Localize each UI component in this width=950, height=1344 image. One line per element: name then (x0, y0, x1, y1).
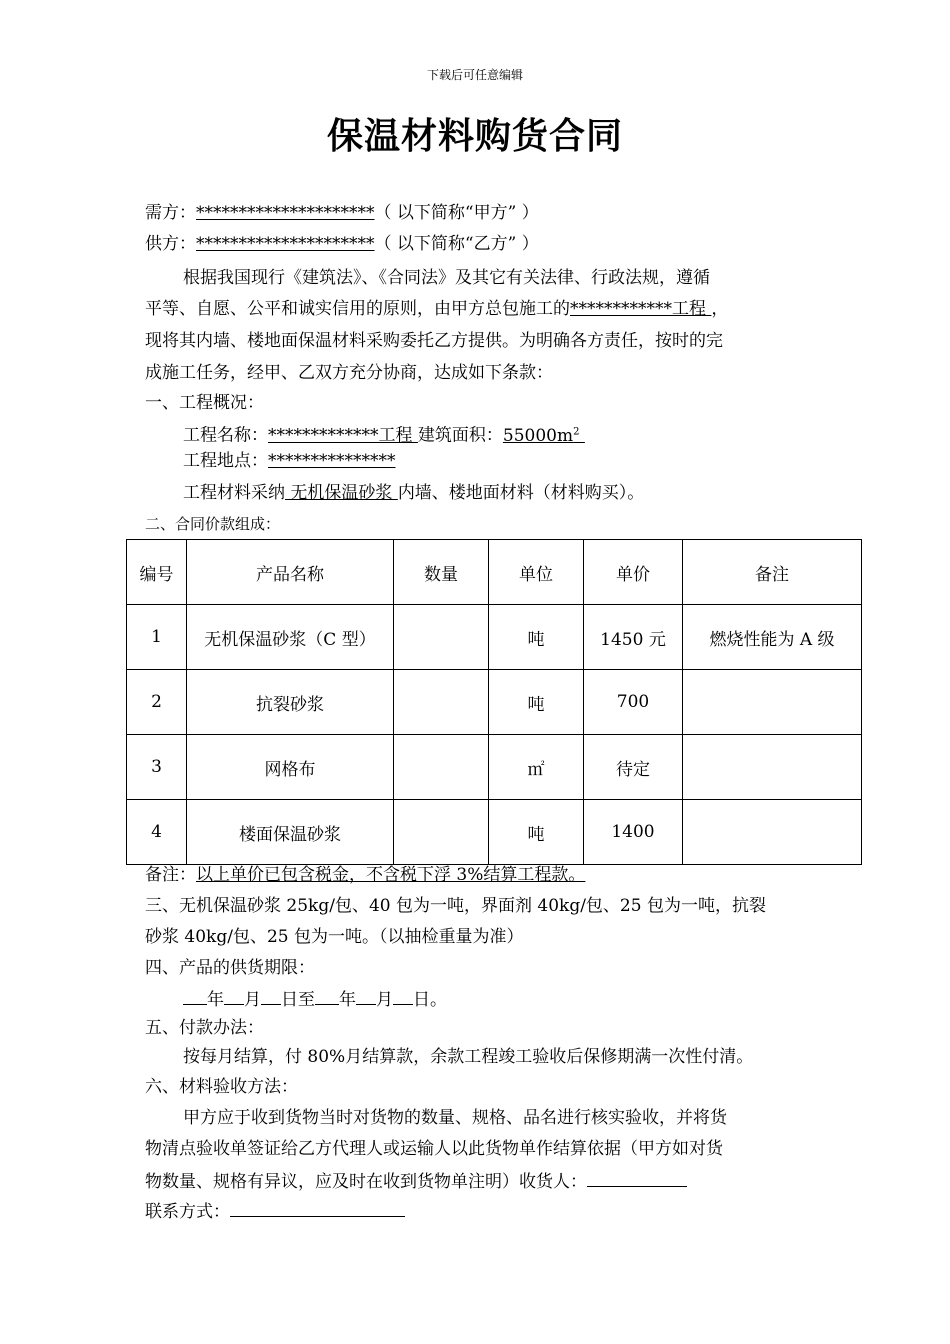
buyer-label: 需方： (145, 203, 196, 223)
cell-quantity (394, 605, 489, 670)
intro-line-2-end: ， (711, 299, 729, 319)
supplier-label: 供方： (145, 234, 196, 254)
supplier-name: ********************* (196, 234, 375, 254)
supplier-alias: （ 以下简称“乙方” ） (374, 234, 539, 254)
intro-line-4: 成施工任务，经甲、乙双方充分协商，达成如下条款： (145, 363, 553, 383)
section6-line-2: 物清点验收单签证给乙方代理人或运输人以此货物单作结算依据（甲方如对货 (145, 1139, 723, 1159)
col-header-remark: 备注 (683, 540, 862, 605)
material-label: 工程材料采纳 (183, 483, 285, 503)
col-header-price: 单价 (584, 540, 683, 605)
cell-remark: 燃烧性能为 A 级 (683, 605, 862, 670)
table-header-row (127, 540, 862, 605)
buyer-name: ********************* (196, 203, 375, 223)
consignee-blank[interactable] (587, 1170, 687, 1187)
cell-number: 3 (127, 735, 187, 800)
contact-line (145, 1200, 405, 1222)
section6-line-3 (145, 1170, 687, 1192)
intro-line-3: 现将其内墙、楼地面保温材料采购委托乙方提供。为明确各方责任，按时的完 (145, 331, 723, 351)
cell-remark (683, 735, 862, 800)
table-row (127, 605, 862, 670)
end-month-blank[interactable] (356, 988, 376, 1005)
buyer-line (145, 203, 539, 223)
cell-number: 2 (127, 670, 187, 735)
supply-period-line (183, 988, 447, 1010)
table-row (127, 670, 862, 735)
day-end-text: 日。 (413, 990, 447, 1010)
col-header-quantity: 数量 (394, 540, 489, 605)
section6-heading: 六、材料验收方法： (145, 1077, 298, 1097)
payment-body: 按每月结算，付 80%月结算款，余款工程竣工验收后保修期满一次性付清。 (183, 1047, 754, 1067)
cell-price: 700 (584, 670, 683, 735)
day-to-text: 日至 (281, 990, 315, 1010)
price-note-value: 以上单价已包含税金，不含税下浮 3%结算工程款。 (196, 865, 586, 885)
contact-blank[interactable] (230, 1200, 405, 1217)
cell-price: 1450 元 (584, 605, 683, 670)
col-header-unit: 单位 (489, 540, 584, 605)
end-year-blank[interactable] (315, 988, 339, 1005)
month-text: 月 (376, 990, 393, 1010)
intro-line-2-text: 平等、自愿、公平和诚实信用的原则，由甲方总包施工的 (145, 299, 570, 319)
month-text: 月 (244, 990, 261, 1010)
material-desc: 内墙、楼地面材料（材料购买）。 (397, 483, 645, 503)
cell-remark (683, 670, 862, 735)
project-location-label: 工程地点： (183, 451, 268, 471)
price-table (126, 539, 862, 865)
cell-unit: 吨 (489, 670, 584, 735)
cell-product: 楼面保温砂浆 (187, 800, 394, 865)
col-header-product: 产品名称 (187, 540, 394, 605)
contract-title: 保温材料购货合同 (326, 115, 623, 157)
cell-unit: 吨 (489, 800, 584, 865)
start-day-blank[interactable] (261, 988, 281, 1005)
cell-product: 抗裂砂浆 (187, 670, 394, 735)
section3-line-2: 砂浆 40kg/包、25 包为一吨。（以抽检重量为准） (145, 927, 524, 947)
section5-heading: 五、付款办法： (145, 1018, 264, 1038)
start-year-blank[interactable] (183, 988, 207, 1005)
year-text: 年 (339, 990, 356, 1010)
cell-price: 待定 (584, 735, 683, 800)
section3-line-1: 三、无机保温砂浆 25kg/包、40 包为一吨，界面剂 40kg/包、25 包为一吨，抗裂 (145, 896, 766, 916)
material-value: 无机保温砂浆 (285, 483, 398, 503)
project-name-line (183, 422, 585, 446)
section2-heading: 二、合同价款组成： (145, 515, 281, 533)
buyer-alias: （ 以下简称“甲方” ） (374, 203, 539, 223)
cell-product: 无机保温砂浆（C 型） (187, 605, 394, 670)
material-line (183, 483, 644, 503)
cell-quantity (394, 735, 489, 800)
project-location-line (183, 451, 396, 471)
intro-project-name: ************工程 (570, 299, 712, 319)
project-name-value: *************工程 (268, 425, 418, 446)
cell-price: 1400 (584, 800, 683, 865)
section6-line-1: 甲方应于收到货物当时对货物的数量、规格、品名进行核实验收，并将货 (183, 1108, 727, 1128)
area-number: 55000m (502, 425, 574, 446)
header-note: 下载后可任意编辑 (426, 68, 523, 82)
area-sup: 2 (573, 426, 580, 437)
cell-product: 网格布 (187, 735, 394, 800)
cell-quantity (394, 800, 489, 865)
cell-remark (683, 800, 862, 865)
section1-heading: 一、工程概况： (145, 393, 264, 413)
cell-quantity (394, 670, 489, 735)
cell-number: 1 (127, 605, 187, 670)
intro-line-1: 根据我国现行《建筑法》、《合同法》及其它有关法律、行政法规，遵循 (183, 268, 710, 288)
supplier-line (145, 234, 539, 254)
contact-label: 联系方式： (145, 1202, 230, 1222)
intro-line-2 (145, 299, 728, 319)
cell-number: 4 (127, 800, 187, 865)
col-header-number: 编号 (127, 540, 187, 605)
area-value (503, 426, 585, 446)
area-label: 建筑面积： (417, 425, 503, 446)
price-note-label: 备注： (145, 865, 196, 885)
price-note-line (145, 865, 585, 885)
start-month-blank[interactable] (224, 988, 244, 1005)
end-day-blank[interactable] (393, 988, 413, 1005)
cell-unit: ㎡ (489, 735, 584, 800)
table-row (127, 800, 862, 865)
project-name-label: 工程名称： (183, 425, 268, 446)
table-row (127, 735, 862, 800)
section4-heading: 四、产品的供货期限： (145, 958, 315, 978)
consignee-label: 物数量、规格有异议，应及时在收到货物单注明）收货人： (145, 1172, 587, 1192)
year-text: 年 (207, 990, 224, 1010)
cell-unit: 吨 (489, 605, 584, 670)
project-location-value: *************** (268, 451, 396, 471)
